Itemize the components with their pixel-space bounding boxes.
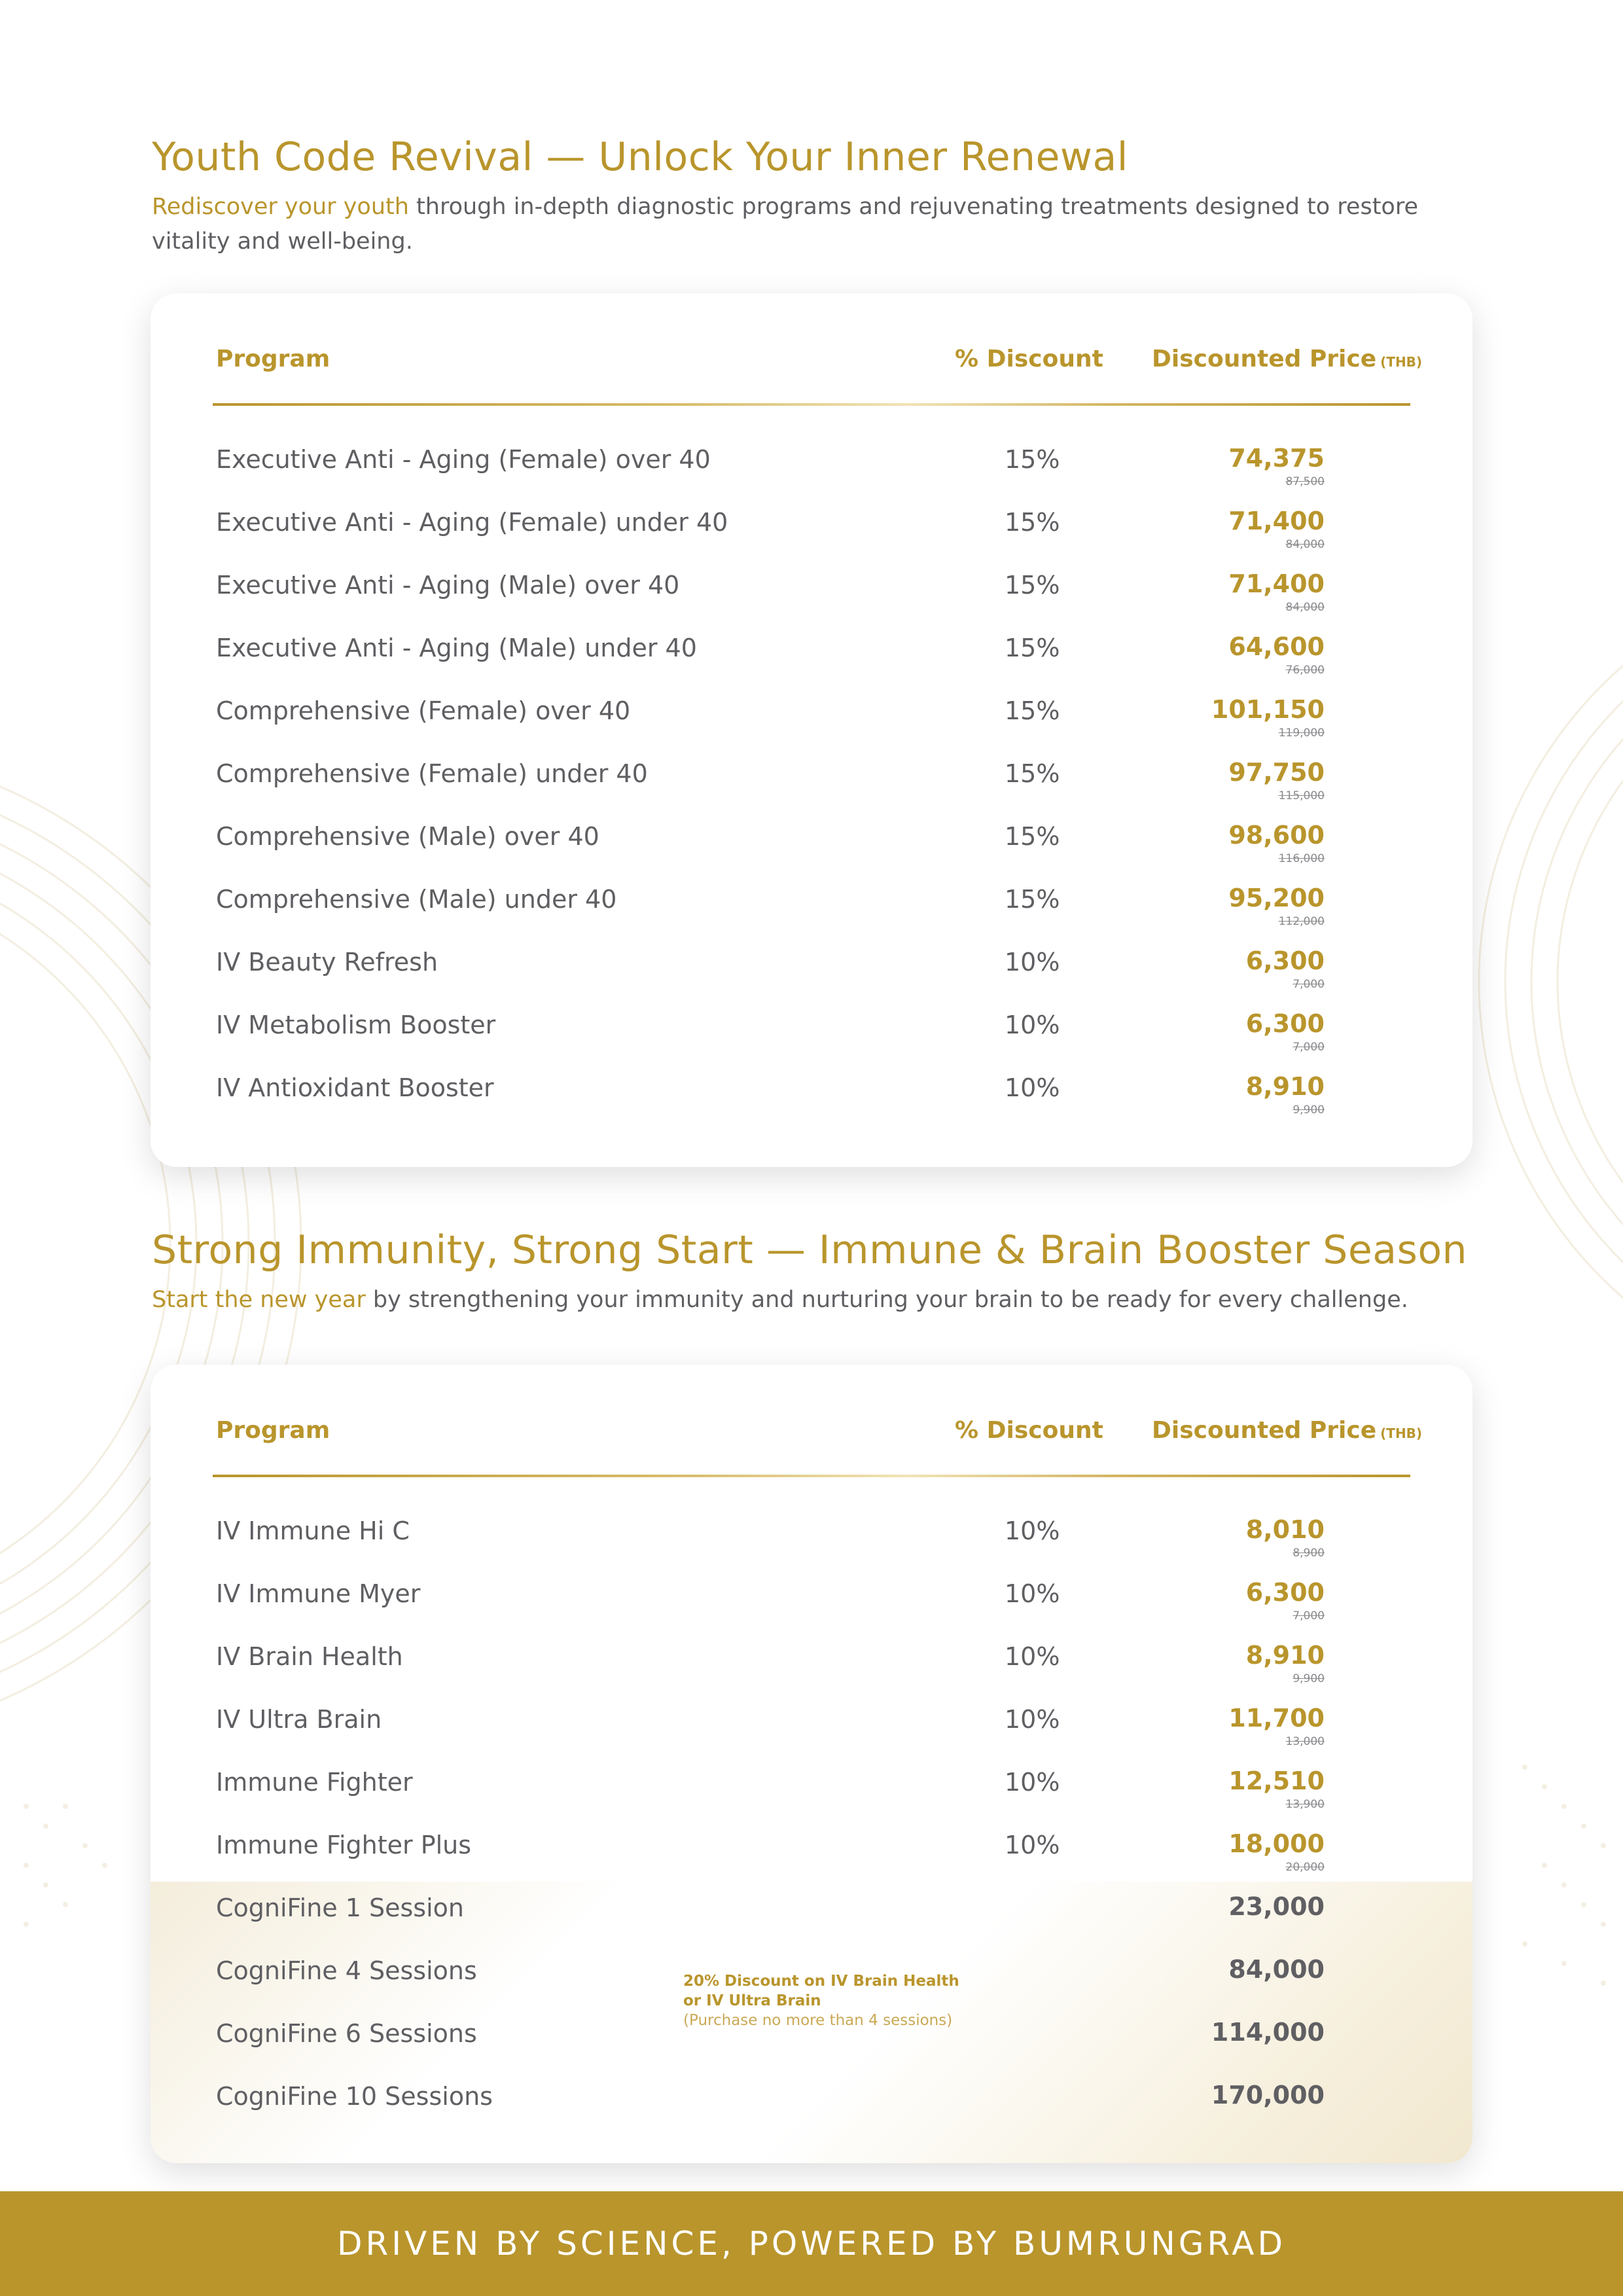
- cognifine-note-line1: 20% Discount on IV Brain Health: [683, 1973, 959, 1990]
- discounted-price: 97,750: [1228, 758, 1325, 787]
- discount-percent: 15%: [1005, 445, 1060, 474]
- table-row: [151, 1066, 1472, 1128]
- discount-percent: 10%: [1005, 1579, 1060, 1608]
- discounted-price: 6,300: [1245, 946, 1325, 975]
- original-price: 13,900: [1285, 1798, 1325, 1811]
- table-row: [151, 1003, 1472, 1066]
- discounted-price: 6,300: [1245, 1578, 1325, 1607]
- original-price: 20,000: [1285, 1861, 1325, 1874]
- original-price: 119,000: [1278, 726, 1325, 740]
- discounted-price: 98,600: [1228, 821, 1325, 850]
- program-name: Comprehensive (Male) under 40: [216, 885, 617, 914]
- discount-percent: 10%: [1005, 1073, 1060, 1102]
- discounted-price: 101,150: [1211, 695, 1325, 724]
- program-name: IV Ultra Brain: [216, 1705, 382, 1734]
- table-row: [151, 689, 1472, 751]
- cognifine-row: [151, 2074, 1472, 2137]
- table-row: [151, 563, 1472, 626]
- header-price-label: Discounted Price: [1152, 346, 1377, 372]
- original-price: 7,000: [1293, 1609, 1325, 1623]
- original-price: 8,900: [1293, 1547, 1325, 1560]
- footer-banner: [0, 2191, 1623, 2296]
- program-name: Executive Anti - Aging (Male) under 40: [216, 634, 697, 662]
- discount-percent: 10%: [1005, 1831, 1060, 1859]
- header-program: Program: [216, 346, 330, 372]
- cognifine-row: [151, 1886, 1472, 1948]
- table-row: [151, 626, 1472, 689]
- table-row: [151, 1697, 1472, 1760]
- section2-subtitle-highlight: Start the new year: [152, 1287, 366, 1313]
- discounted-price: 18,000: [1228, 1829, 1325, 1858]
- discounted-price: 84,000: [1228, 1955, 1325, 1984]
- table-row: [151, 1634, 1472, 1697]
- section2-subtitle: [152, 1283, 1448, 1318]
- original-price: 116,000: [1278, 852, 1325, 865]
- header-program: Program: [216, 1417, 330, 1444]
- discounted-price: 71,400: [1228, 507, 1325, 535]
- header-divider: [213, 1475, 1410, 1477]
- discounted-price: 6,300: [1245, 1009, 1325, 1038]
- table-row: [151, 940, 1472, 1003]
- header-price-label: Discounted Price: [1152, 1417, 1377, 1444]
- program-name: CogniFine 4 Sessions: [216, 1956, 477, 1985]
- original-price: 84,000: [1285, 601, 1325, 614]
- header-price: [1152, 1417, 1422, 1444]
- cognifine-row: [151, 2011, 1472, 2074]
- discounted-price: 8,010: [1245, 1515, 1325, 1544]
- program-name: Comprehensive (Female) under 40: [216, 759, 648, 788]
- section1-subtitle-highlight: Rediscover your youth: [152, 194, 409, 220]
- table-row: [151, 814, 1472, 877]
- section1-title: Youth Code Revival — Unlock Your Inner Renewal: [152, 134, 1128, 180]
- table-row: [151, 1760, 1472, 1823]
- cognifine-note-line3: (Purchase no more than 4 sessions): [683, 2012, 953, 2029]
- discount-percent: 15%: [1005, 822, 1060, 851]
- discounted-price: 12,510: [1228, 1767, 1325, 1795]
- discounted-price: 11,700: [1228, 1704, 1325, 1732]
- header-price-unit: (THB): [1380, 354, 1423, 370]
- discounted-price: 64,600: [1228, 632, 1325, 661]
- discounted-price: 74,375: [1228, 444, 1325, 473]
- original-price: 7,000: [1293, 1041, 1325, 1054]
- section1-subtitle: [152, 190, 1448, 259]
- program-name: IV Brain Health: [216, 1642, 403, 1671]
- discount-percent: 10%: [1005, 1768, 1060, 1797]
- program-name: Executive Anti - Aging (Female) under 40: [216, 508, 728, 537]
- program-name: CogniFine 1 Session: [216, 1893, 464, 1922]
- discount-percent: 10%: [1005, 1642, 1060, 1671]
- discount-percent: 15%: [1005, 634, 1060, 662]
- original-price: 9,900: [1293, 1672, 1325, 1685]
- discounted-price: 71,400: [1228, 569, 1325, 598]
- table-row: [151, 500, 1472, 563]
- section2-title: Strong Immunity, Strong Start — Immune & Brain Booster Season: [152, 1227, 1468, 1273]
- header-divider: [213, 403, 1410, 406]
- program-name: CogniFine 10 Sessions: [216, 2082, 493, 2111]
- header-discount: % Discount: [955, 1417, 1103, 1444]
- table-row: [151, 877, 1472, 940]
- discount-percent: 15%: [1005, 571, 1060, 600]
- discounted-price: 23,000: [1228, 1892, 1325, 1921]
- header-price-unit: (THB): [1380, 1426, 1423, 1441]
- program-name: Immune Fighter: [216, 1768, 413, 1797]
- table-header: [151, 293, 1472, 404]
- discounted-price: 95,200: [1228, 884, 1325, 912]
- section1-subtitle-rest: through in-depth diagnostic programs and rejuvenating treatments designed to restore vitality and well-being.: [152, 194, 1418, 255]
- discounted-price: 8,910: [1245, 1641, 1325, 1670]
- program-name: IV Immune Myer: [216, 1579, 421, 1608]
- original-price: 76,000: [1285, 664, 1325, 677]
- discount-percent: 10%: [1005, 1011, 1060, 1039]
- original-price: 13,000: [1285, 1735, 1325, 1748]
- program-name: IV Metabolism Booster: [216, 1011, 496, 1039]
- original-price: 115,000: [1278, 789, 1325, 802]
- program-name: Comprehensive (Male) over 40: [216, 822, 599, 851]
- program-table-youth-code: [151, 293, 1472, 1167]
- discount-percent: 10%: [1005, 948, 1060, 977]
- section2-subtitle-rest: by strengthening your immunity and nurturing your brain to be ready for every challenge.: [365, 1287, 1408, 1313]
- original-price: 87,500: [1285, 475, 1325, 488]
- program-name: IV Beauty Refresh: [216, 948, 438, 977]
- original-price: 112,000: [1278, 915, 1325, 928]
- original-price: 84,000: [1285, 538, 1325, 551]
- program-name: Executive Anti - Aging (Female) over 40: [216, 445, 711, 474]
- footer-tagline: DRIVEN BY SCIENCE, POWERED BY BUMRUNGRAD: [337, 2225, 1286, 2263]
- discounted-price: 8,910: [1245, 1072, 1325, 1101]
- program-name: Comprehensive (Female) over 40: [216, 696, 631, 725]
- program-name: Immune Fighter Plus: [216, 1831, 472, 1859]
- discount-percent: 10%: [1005, 1516, 1060, 1545]
- discount-percent: 15%: [1005, 885, 1060, 914]
- original-price: 7,000: [1293, 978, 1325, 991]
- discounted-price: 114,000: [1211, 2018, 1325, 2047]
- discounted-price: 170,000: [1211, 2081, 1325, 2109]
- table-row: [151, 751, 1472, 814]
- discount-percent: 10%: [1005, 1705, 1060, 1734]
- discount-percent: 15%: [1005, 508, 1060, 537]
- table-row: [151, 1823, 1472, 1886]
- header-discount: % Discount: [955, 346, 1103, 372]
- cognifine-note-line2: or IV Ultra Brain: [683, 1992, 821, 2009]
- original-price: 9,900: [1293, 1103, 1325, 1117]
- table-row: [151, 1509, 1472, 1571]
- program-table-immune-brain: [151, 1365, 1472, 2163]
- program-name: CogniFine 6 Sessions: [216, 2019, 477, 2048]
- program-name: Executive Anti - Aging (Male) over 40: [216, 571, 680, 600]
- discount-percent: 15%: [1005, 759, 1060, 788]
- table-row: [151, 437, 1472, 500]
- table-header: [151, 1365, 1472, 1476]
- program-name: IV Antioxidant Booster: [216, 1073, 494, 1102]
- discount-percent: 15%: [1005, 696, 1060, 725]
- program-name: IV Immune Hi C: [216, 1516, 410, 1545]
- table-row: [151, 1571, 1472, 1634]
- header-price: [1152, 346, 1422, 372]
- cognifine-row: [151, 1948, 1472, 2011]
